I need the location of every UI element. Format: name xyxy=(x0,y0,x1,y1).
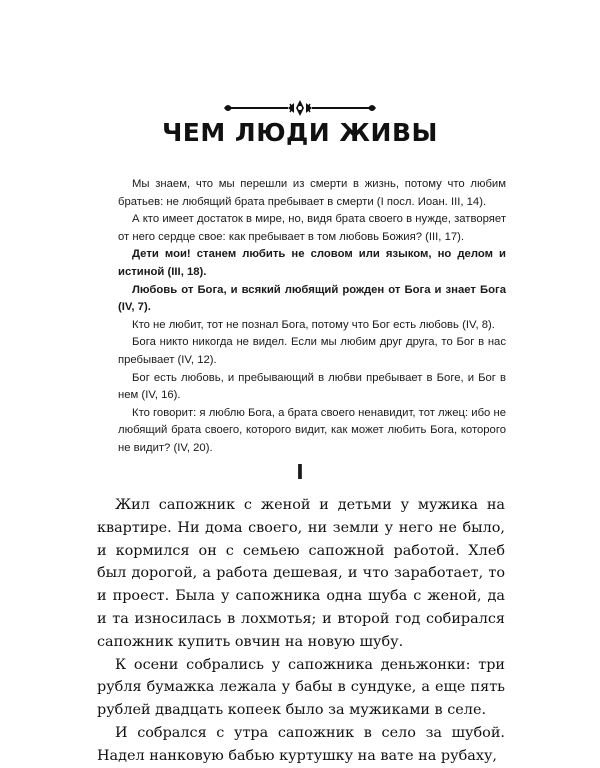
epigraph-verse: Любовь от Бога, и всякий любящий рожден от Бога и знает Бога (IV, 7). xyxy=(118,283,506,314)
epigraph-verse: Мы знаем, что мы перешли из смерти в жизнь, потому что любим братьев: не любящий брата пребывает в смерти (I посл. Иоан. III, 14). xyxy=(118,178,506,208)
epigraph-verse: Бога никто никогда не видел. Если мы любим друг друга, то Бог в нас пребывает (IV, 12). xyxy=(118,336,506,366)
story-body xyxy=(97,494,505,768)
epigraph-verse: Дети мои! станем любить не словом или языком, но делом и истиной (III, 18). xyxy=(118,248,506,278)
epigraph-verse: Кто говорит: я люблю Бога, а брата своего ненавидит, тот лжец: ибо не любящий брата своего, которого видит, как может любить Бога, которого не видит? (IV, 20). xyxy=(118,406,506,454)
story-paragraph: К осени собрались у сапожника деньжонки: три рубля бумажка лежала у бабы в сундуке, а еще пять рублей двадцать копеек было за мужиками в селе. xyxy=(97,656,505,719)
epigraph-verse: Бог есть любовь, и пребывающий в любви пребывает в Боге, и Бог в нем (IV, 16). xyxy=(118,371,506,402)
story-title: ЧЕМ ЛЮДИ ЖИВЫ xyxy=(162,118,438,147)
story-paragraph: Жил сапожник с женой и детьми у мужика на квартире. Ни дома своего, ни земли у него не было, и кормился он с семьею сапожной работой. Хлеб был дорогой, а работа дешевая, и что заработает, то и проест. Была у сапожника одна шуба с женой, да и та износилась в лохмотья; и второй год собирался сапожник купить овчин на новую шубу. xyxy=(97,497,505,650)
epigraph xyxy=(118,176,506,458)
epigraph-verse: Кто не любит, тот не познал Бога, потому что Бог есть любовь (IV, 8). xyxy=(132,318,495,331)
ornament-divider-icon xyxy=(222,98,378,118)
story-paragraph: И собрался с утра сапожник в село за шубой. Надел нанковую бабью куртушку на вате на рубаху, xyxy=(97,724,505,764)
epigraph-verse: А кто имеет достаток в мире, но, видя брата своего в нужде, затворяет от него сердце свое: как пребывает в том любовь Божия? (III, 17). xyxy=(118,213,506,243)
chapter-number: I xyxy=(296,460,304,484)
